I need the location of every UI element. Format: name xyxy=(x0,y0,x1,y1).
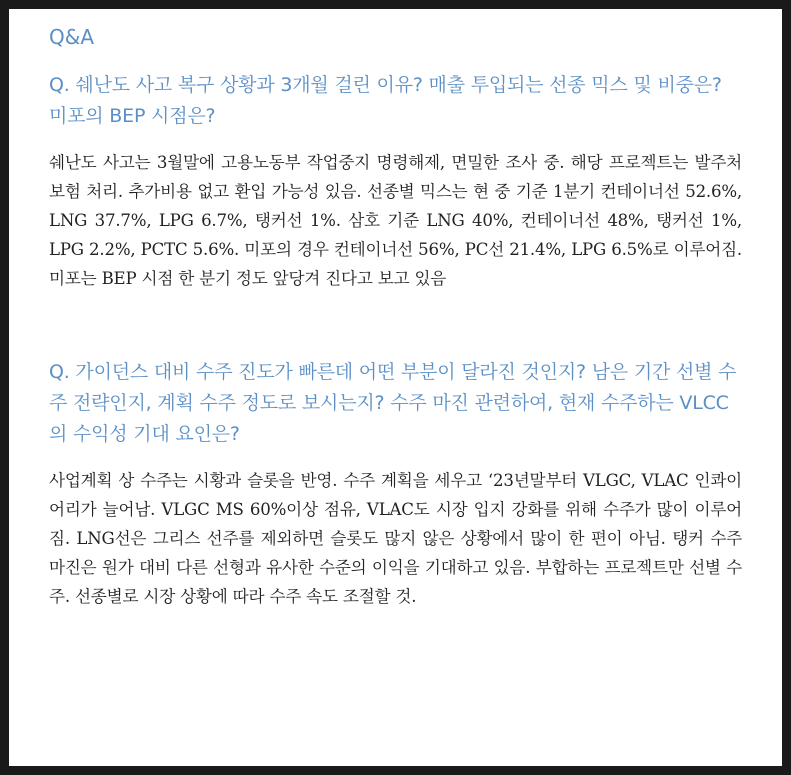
section-spacer xyxy=(49,293,742,357)
answer-1: 쉐난도 사고는 3월말에 고용노동부 작업중지 명령해제, 면밀한 조사 중. 해당 프로젝트는 발주처 보험 처리. 추가비용 없고 환입 가능성 있음. 선종별 믹스는 현 중 기준 1분기 컨테이너선 52.6%, LNG 37.7%, LPG 6.7%, 탱커선 1%. 삼호 기준 LNG 40%, 컨테이너선 48%, 탱커선 1%, LPG 2.2%, PCTC 5.6%. 미포의 경우 컨테이너선 56%, PC선 21.4%, LPG 6.5%로 이루어짐. 미포는 BEP 시점 한 분기 정도 앞당겨 진다고 보고 있음 xyxy=(49,153,742,288)
section-label: Q&A xyxy=(49,25,95,49)
question-2: Q. 가이던스 대비 수주 진도가 빠른데 어떤 부분이 달라진 것인지? 남은 기간 선별 수주 전략인지, 계획 수주 정도로 보시는지? 수주 마진 관련하여, 현재 수주하는 VLCC의 수익성 기대 요인은? xyxy=(49,361,737,445)
document-page xyxy=(9,9,782,766)
question-1: Q. 쉐난도 사고 복구 상황과 3개월 걸린 이유? 매출 투입되는 선종 믹스 및 비중은? 미포의 BEP 시점은? xyxy=(49,74,722,127)
answer-2: 사업계획 상 수주는 시황과 슬롯을 반영. 수주 계획을 세우고 ‘23년말부터 VLGC, VLAC 인콰이어리가 늘어남. VLGC MS 60%이상 점유, VLAC도 시장 입지 강화를 위해 수주가 많이 이루어짐. LNG선은 그리스 선주를 제외하면 슬롯도 많지 않은 상황에서 많이 한 편이 아님. 탱커 수주 마진은 원가 대비 다른 선형과 유사한 수준의 이익을 기대하고 있음. 부합하는 프로젝트만 선별 수주. 선종별로 시장 상황에 따라 수주 속도 조절할 것. xyxy=(49,471,742,606)
